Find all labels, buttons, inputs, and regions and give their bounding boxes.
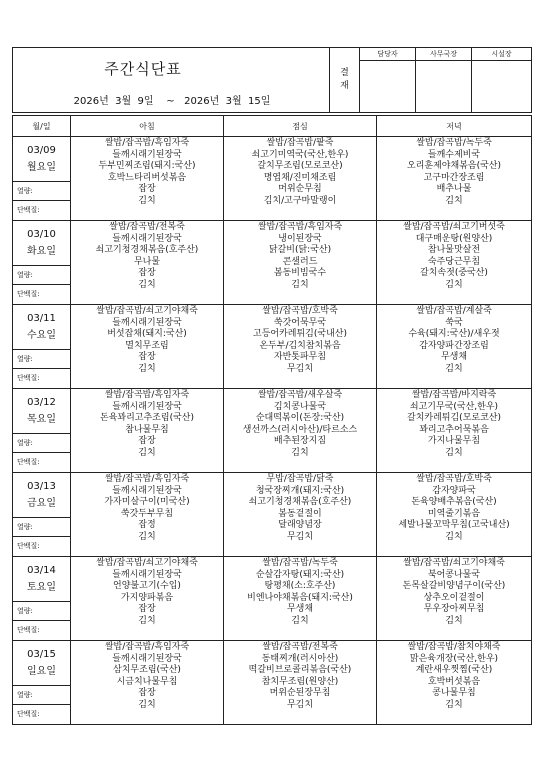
- date-text: 03/13: [27, 481, 56, 492]
- menu-item: 쌀밥/잡곡밥/팥죽: [266, 138, 334, 148]
- menu-item: 명엽채/진미채조림: [263, 172, 337, 183]
- menu-item: 갈치무조림(모로코산): [257, 161, 343, 172]
- menu-item: 참나물맛살전: [427, 245, 481, 256]
- menu-item: 쌀밥/잡곡밥/녹두죽: [262, 558, 338, 568]
- weekday-text: 목요일: [27, 414, 56, 425]
- menu-sheet: [12, 47, 532, 718]
- menu-item: 쌀밥/잡곡밥/흑임자죽: [104, 642, 190, 652]
- col-header-breakfast: 아침: [71, 116, 224, 136]
- dinner-cell: [377, 137, 531, 220]
- menu-item: 쌀밥/잡곡밥/흑임자죽: [104, 474, 190, 484]
- menu-item: 무밥/잡곡밥/닭죽: [266, 474, 334, 484]
- weekday-text: 토요일: [27, 582, 56, 593]
- date-cell: [13, 641, 71, 724]
- menu-item: 고구마간장조림: [423, 172, 485, 183]
- menu-item: 자반톳파무침: [273, 352, 327, 363]
- calorie-label: 열량:: [17, 523, 33, 531]
- menu-item: 머위순된장무침: [269, 688, 331, 699]
- weekday-text: 금요일: [27, 498, 56, 509]
- menu-item: 쌀밥/잡곡밥/호박죽: [262, 306, 338, 316]
- menu-item: 떡갈비브로콜리볶음(국산): [248, 665, 352, 676]
- table-row: [13, 389, 531, 473]
- signer-box-manager: [360, 47, 416, 113]
- divider: [13, 200, 70, 201]
- menu-item: 탕평채(소:호주산): [264, 581, 336, 592]
- menu-item: 동태찌개(러시아산): [261, 653, 339, 664]
- protein-label: 단백질:: [17, 710, 40, 718]
- date-cell: [13, 557, 71, 640]
- menu-item: 잡장: [138, 184, 156, 195]
- table-row: [13, 641, 531, 724]
- date-cell: [13, 305, 71, 388]
- menu-item: 닭갈비(닭:국산): [268, 245, 332, 256]
- calorie-label: 열량:: [17, 355, 33, 363]
- lunch-cell: [224, 137, 377, 220]
- menu-item: 호박느타리버섯볶음: [107, 172, 187, 183]
- menu-item: 김치: [138, 363, 156, 374]
- menu-item: 언양불고기(수입): [113, 581, 181, 592]
- divider: [13, 284, 70, 285]
- menu-item: 삼치무조림(국산): [113, 665, 181, 676]
- menu-item: 배추된장지짐: [273, 436, 327, 447]
- menu-item: 봄동비빔국수: [273, 268, 327, 279]
- table-row: [13, 221, 531, 305]
- col-header-lunch: 점심: [224, 116, 377, 136]
- protein-label: 단백질:: [17, 206, 40, 214]
- menu-item: 세발나물꼬막무침(고국내산): [398, 520, 510, 531]
- menu-item: 시금치나물무침: [116, 676, 178, 687]
- menu-item: 들깨시래기된장국: [112, 569, 182, 580]
- dinner-cell: [377, 221, 531, 304]
- menu-item: 돈육꽈리고추조림(국산): [100, 413, 194, 424]
- menu-item: 쑥국: [445, 317, 463, 328]
- breakfast-cell: [71, 473, 224, 556]
- menu-item: 계란새우찟찜(국산): [415, 665, 493, 676]
- menu-item: 김치/고구마말랭이: [263, 195, 337, 206]
- table-row: [13, 305, 531, 389]
- breakfast-cell: [71, 137, 224, 220]
- menu-item: 쌀밥/잡곡밥/계살죽: [416, 306, 492, 316]
- menu-item: 멸치무조림: [125, 340, 169, 351]
- menu-item: 봄동겉절이: [278, 508, 322, 519]
- menu-item: 김치: [138, 195, 156, 206]
- protein-label: 단백질:: [17, 374, 40, 382]
- menu-item: 쌀밥/잡곡밥/쇠고기야채죽: [96, 558, 198, 568]
- date-cell: [13, 221, 71, 304]
- menu-item: 쌀밥/잡곡밥/전복죽: [262, 642, 338, 652]
- menu-item: 쌀밥/잡곡밥/쇠고기야채죽: [403, 558, 505, 568]
- table-header: [13, 116, 531, 137]
- menu-item: 쑥갓두부무침: [120, 508, 174, 519]
- signer-label: 담당자: [360, 48, 415, 61]
- menu-item: 호박버섯볶음: [427, 676, 481, 687]
- menu-item: 김치: [138, 447, 156, 458]
- weekday-text: 수요일: [27, 330, 56, 341]
- menu-item: 김치: [138, 615, 156, 626]
- calorie-label: 열량:: [17, 271, 33, 279]
- menu-item: 김치: [291, 447, 309, 458]
- menu-item: 청국장찌개(돼지:국산): [255, 485, 345, 496]
- menu-item: 가자미살구이(미국산): [104, 497, 190, 508]
- menu-item: 대구매운탕(원양산): [415, 233, 493, 244]
- lunch-cell: [224, 221, 377, 304]
- menu-item: 김치: [445, 531, 463, 542]
- menu-item: 돈목살갈비양념구이(국산): [402, 581, 506, 592]
- menu-item: 콘샐러드: [282, 256, 318, 267]
- menu-item: 오리훈제야채볶음(국산): [407, 161, 501, 172]
- menu-item: 미역줄기볶음: [427, 508, 481, 519]
- signer-label: 사무국장: [416, 48, 471, 61]
- divider: [13, 181, 70, 182]
- menu-item: 비엔나야채볶음(돼지:국산): [247, 592, 353, 603]
- menu-item: 잡장: [138, 688, 156, 699]
- menu-item: 콩나물무침: [432, 688, 476, 699]
- breakfast-cell: [71, 641, 224, 724]
- menu-item: 들깨시래기된장국: [112, 401, 182, 412]
- menu-item: 가지양파볶음: [120, 592, 174, 603]
- divider: [13, 620, 70, 621]
- menu-item: 생선까스(러시아산)/타르소스: [242, 424, 358, 435]
- menu-item: 쌀밥/잡곡밥/바지락죽: [411, 390, 497, 400]
- date-range: 2026년 3월 9일 ~ 2026년 3월 15일: [73, 96, 271, 107]
- date-cell: [13, 137, 71, 220]
- lunch-cell: [224, 641, 377, 724]
- menu-item: 쇠고기청경채볶음(호주산): [95, 245, 199, 256]
- menu-item: 배추나물: [436, 184, 472, 195]
- menu-item: 쇠고기청경채볶음(호주산): [248, 497, 352, 508]
- menu-item: 들깨수제비국: [427, 149, 481, 160]
- date-text: 03/10: [27, 229, 56, 240]
- dinner-cell: [377, 389, 531, 472]
- weekday-text: 화요일: [27, 246, 56, 257]
- menu-item: 쌀밥/잡곡밥/녹두죽: [416, 138, 492, 148]
- menu-item: 갈치속젓(중국산): [420, 268, 488, 279]
- dinner-cell: [377, 305, 531, 388]
- menu-item: 수육(돼지:국산)/새우젓: [408, 329, 500, 340]
- calorie-label: 열량:: [17, 439, 33, 447]
- approval-label: [330, 47, 360, 113]
- protein-label: 단백질:: [17, 290, 40, 298]
- menu-item: 참치무조림(원양산): [261, 676, 339, 687]
- menu-item: 무생채: [286, 604, 314, 615]
- date-cell: [13, 389, 71, 472]
- menu-item: 쌀밥/잡곡밥/호박죽: [416, 474, 492, 484]
- lunch-cell: [224, 473, 377, 556]
- divider: [13, 685, 70, 686]
- menu-item: 김치: [445, 615, 463, 626]
- menu-item: 숙주당근무침: [427, 256, 481, 267]
- breakfast-cell: [71, 557, 224, 640]
- menu-item: 달래양념장: [278, 520, 322, 531]
- menu-item: 김치: [291, 615, 309, 626]
- menu-item: 쇠고기미역국(국산,한우): [251, 149, 349, 160]
- menu-item: 김치: [445, 447, 463, 458]
- date-text: 03/09: [27, 145, 56, 156]
- date-text: 03/12: [27, 397, 56, 408]
- menu-item: 김치: [138, 279, 156, 290]
- menu-item: 김치: [445, 363, 463, 374]
- menu-item: 가지나물무침: [427, 436, 481, 447]
- menu-item: 순살감자탕(돼지:국산): [255, 569, 345, 580]
- divider: [13, 517, 70, 518]
- menu-item: 들깨시래기된장국: [112, 233, 182, 244]
- menu-item: 쇠고기무국(국산,한우): [409, 401, 499, 412]
- menu-item: 잡정: [138, 520, 156, 531]
- menu-item: 김치: [291, 279, 309, 290]
- breakfast-cell: [71, 221, 224, 304]
- menu-item: 잡장: [138, 436, 156, 447]
- menu-item: 김치: [445, 195, 463, 206]
- table-row: [13, 137, 531, 221]
- menu-item: 김치: [445, 279, 463, 290]
- table-row: [13, 473, 531, 557]
- menu-item: 무김치: [286, 531, 314, 542]
- lunch-cell: [224, 389, 377, 472]
- menu-item: 김치: [138, 531, 156, 542]
- menu-item: 무우장아찌무침: [423, 604, 485, 615]
- menu-item: 북어콩나물국: [427, 569, 481, 580]
- divider: [13, 433, 70, 434]
- menu-item: 버섯잡채(돼지:국산): [107, 329, 187, 340]
- menu-item: 쌀밥/잡곡밥/흑임자죽: [257, 222, 343, 232]
- breakfast-cell: [71, 305, 224, 388]
- menu-item: 무김치: [286, 699, 314, 710]
- menu-item: 쌀밥/잡곡밥/쇠고기버섯죽: [403, 222, 505, 232]
- menu-item: 맑은육개장(국산,한우): [409, 653, 499, 664]
- lunch-cell: [224, 557, 377, 640]
- date-text: 03/11: [27, 313, 56, 324]
- menu-item: 냉이된장국: [278, 233, 322, 244]
- signer-box-director: [416, 47, 472, 113]
- menu-item: 온두부/김치참치볶음: [259, 340, 341, 351]
- menu-item: 상추오이겉절이: [423, 592, 485, 603]
- menu-item: 갈치카레튀김(모로코산): [407, 413, 501, 424]
- divider: [13, 452, 70, 453]
- menu-item: 쌀밥/잡곡밥/흑임자죽: [104, 138, 190, 148]
- menu-item: 쑥갓어묵무국: [273, 317, 327, 328]
- menu-item: 감자양파간장조림: [419, 340, 489, 351]
- weekday-text: 일요일: [27, 666, 56, 677]
- col-header-date: 월/일: [13, 116, 71, 136]
- menu-item: 들깨시래기된장국: [112, 485, 182, 496]
- protein-label: 단백질:: [17, 626, 40, 634]
- divider: [13, 265, 70, 266]
- dinner-cell: [377, 473, 531, 556]
- protein-label: 단백질:: [17, 542, 40, 550]
- menu-item: 쌀밥/잡곡밥/쇠고기야채죽: [96, 306, 198, 316]
- menu-item: 참나물무침: [125, 424, 169, 435]
- menu-item: 김치: [445, 699, 463, 710]
- col-header-dinner: 저녁: [446, 121, 462, 131]
- menu-item: 고등어카레튀김(국내산): [253, 329, 347, 340]
- table-row: [13, 557, 531, 641]
- menu-item: 감자양파국: [432, 485, 476, 496]
- menu-item: 들깨시래기된장국: [112, 149, 182, 160]
- divider: [13, 601, 70, 602]
- dinner-cell: [377, 641, 531, 724]
- menu-item: 돈육양배추볶음(국산): [411, 497, 497, 508]
- divider: [13, 536, 70, 537]
- calorie-label: 열량:: [17, 187, 33, 195]
- menu-item: 무나물: [133, 256, 161, 267]
- divider: [13, 349, 70, 350]
- protein-label: 단백질:: [17, 458, 40, 466]
- menu-item: 김치콩나물국: [273, 401, 327, 412]
- header: [12, 47, 532, 115]
- menu-item: 머위순무침: [278, 184, 322, 195]
- menu-item: 들깨시래기된장국: [112, 653, 182, 664]
- date-text: 03/14: [27, 565, 56, 576]
- menu-item: 두부민찌조림(돼지:국산): [98, 161, 196, 172]
- menu-item: 쌀밥/잡곡밥/참치야채죽: [407, 642, 501, 652]
- date-text: 03/15: [27, 649, 56, 660]
- lunch-cell: [224, 305, 377, 388]
- menu-item: 쌀밥/잡곡밥/새우살죽: [257, 390, 343, 400]
- signer-box-head: [472, 47, 532, 113]
- menu-item: 순대떡볶이(돈장:국산): [255, 413, 345, 424]
- date-cell: [13, 473, 71, 556]
- menu-item: 무생채: [440, 352, 468, 363]
- menu-item: 잡장: [138, 268, 156, 279]
- weekday-text: 월요일: [27, 162, 56, 173]
- menu-item: 들깨시래기된장국: [112, 317, 182, 328]
- page-title: 주간식단표: [104, 60, 182, 78]
- calorie-label: 열량:: [17, 691, 33, 699]
- divider: [13, 368, 70, 369]
- menu-item: 꽈리고추어묵볶음: [419, 424, 489, 435]
- menu-item: 김치: [138, 699, 156, 710]
- breakfast-cell: [71, 389, 224, 472]
- menu-item: 잡장: [138, 604, 156, 615]
- menu-item: 무김치: [286, 363, 314, 374]
- calorie-label: 열량:: [17, 607, 33, 615]
- title-box: [12, 47, 330, 113]
- menu-item: 쌀밥/잡곡밥/전복죽: [109, 222, 185, 232]
- menu-table: [12, 115, 532, 725]
- divider: [13, 704, 70, 705]
- menu-item: 쌀밥/잡곡밥/흑임자죽: [104, 390, 190, 400]
- signer-label: 시설장: [472, 48, 531, 61]
- approval-text: 결 재: [340, 68, 349, 91]
- menu-item: 잡장: [138, 352, 156, 363]
- dinner-cell: [377, 557, 531, 640]
